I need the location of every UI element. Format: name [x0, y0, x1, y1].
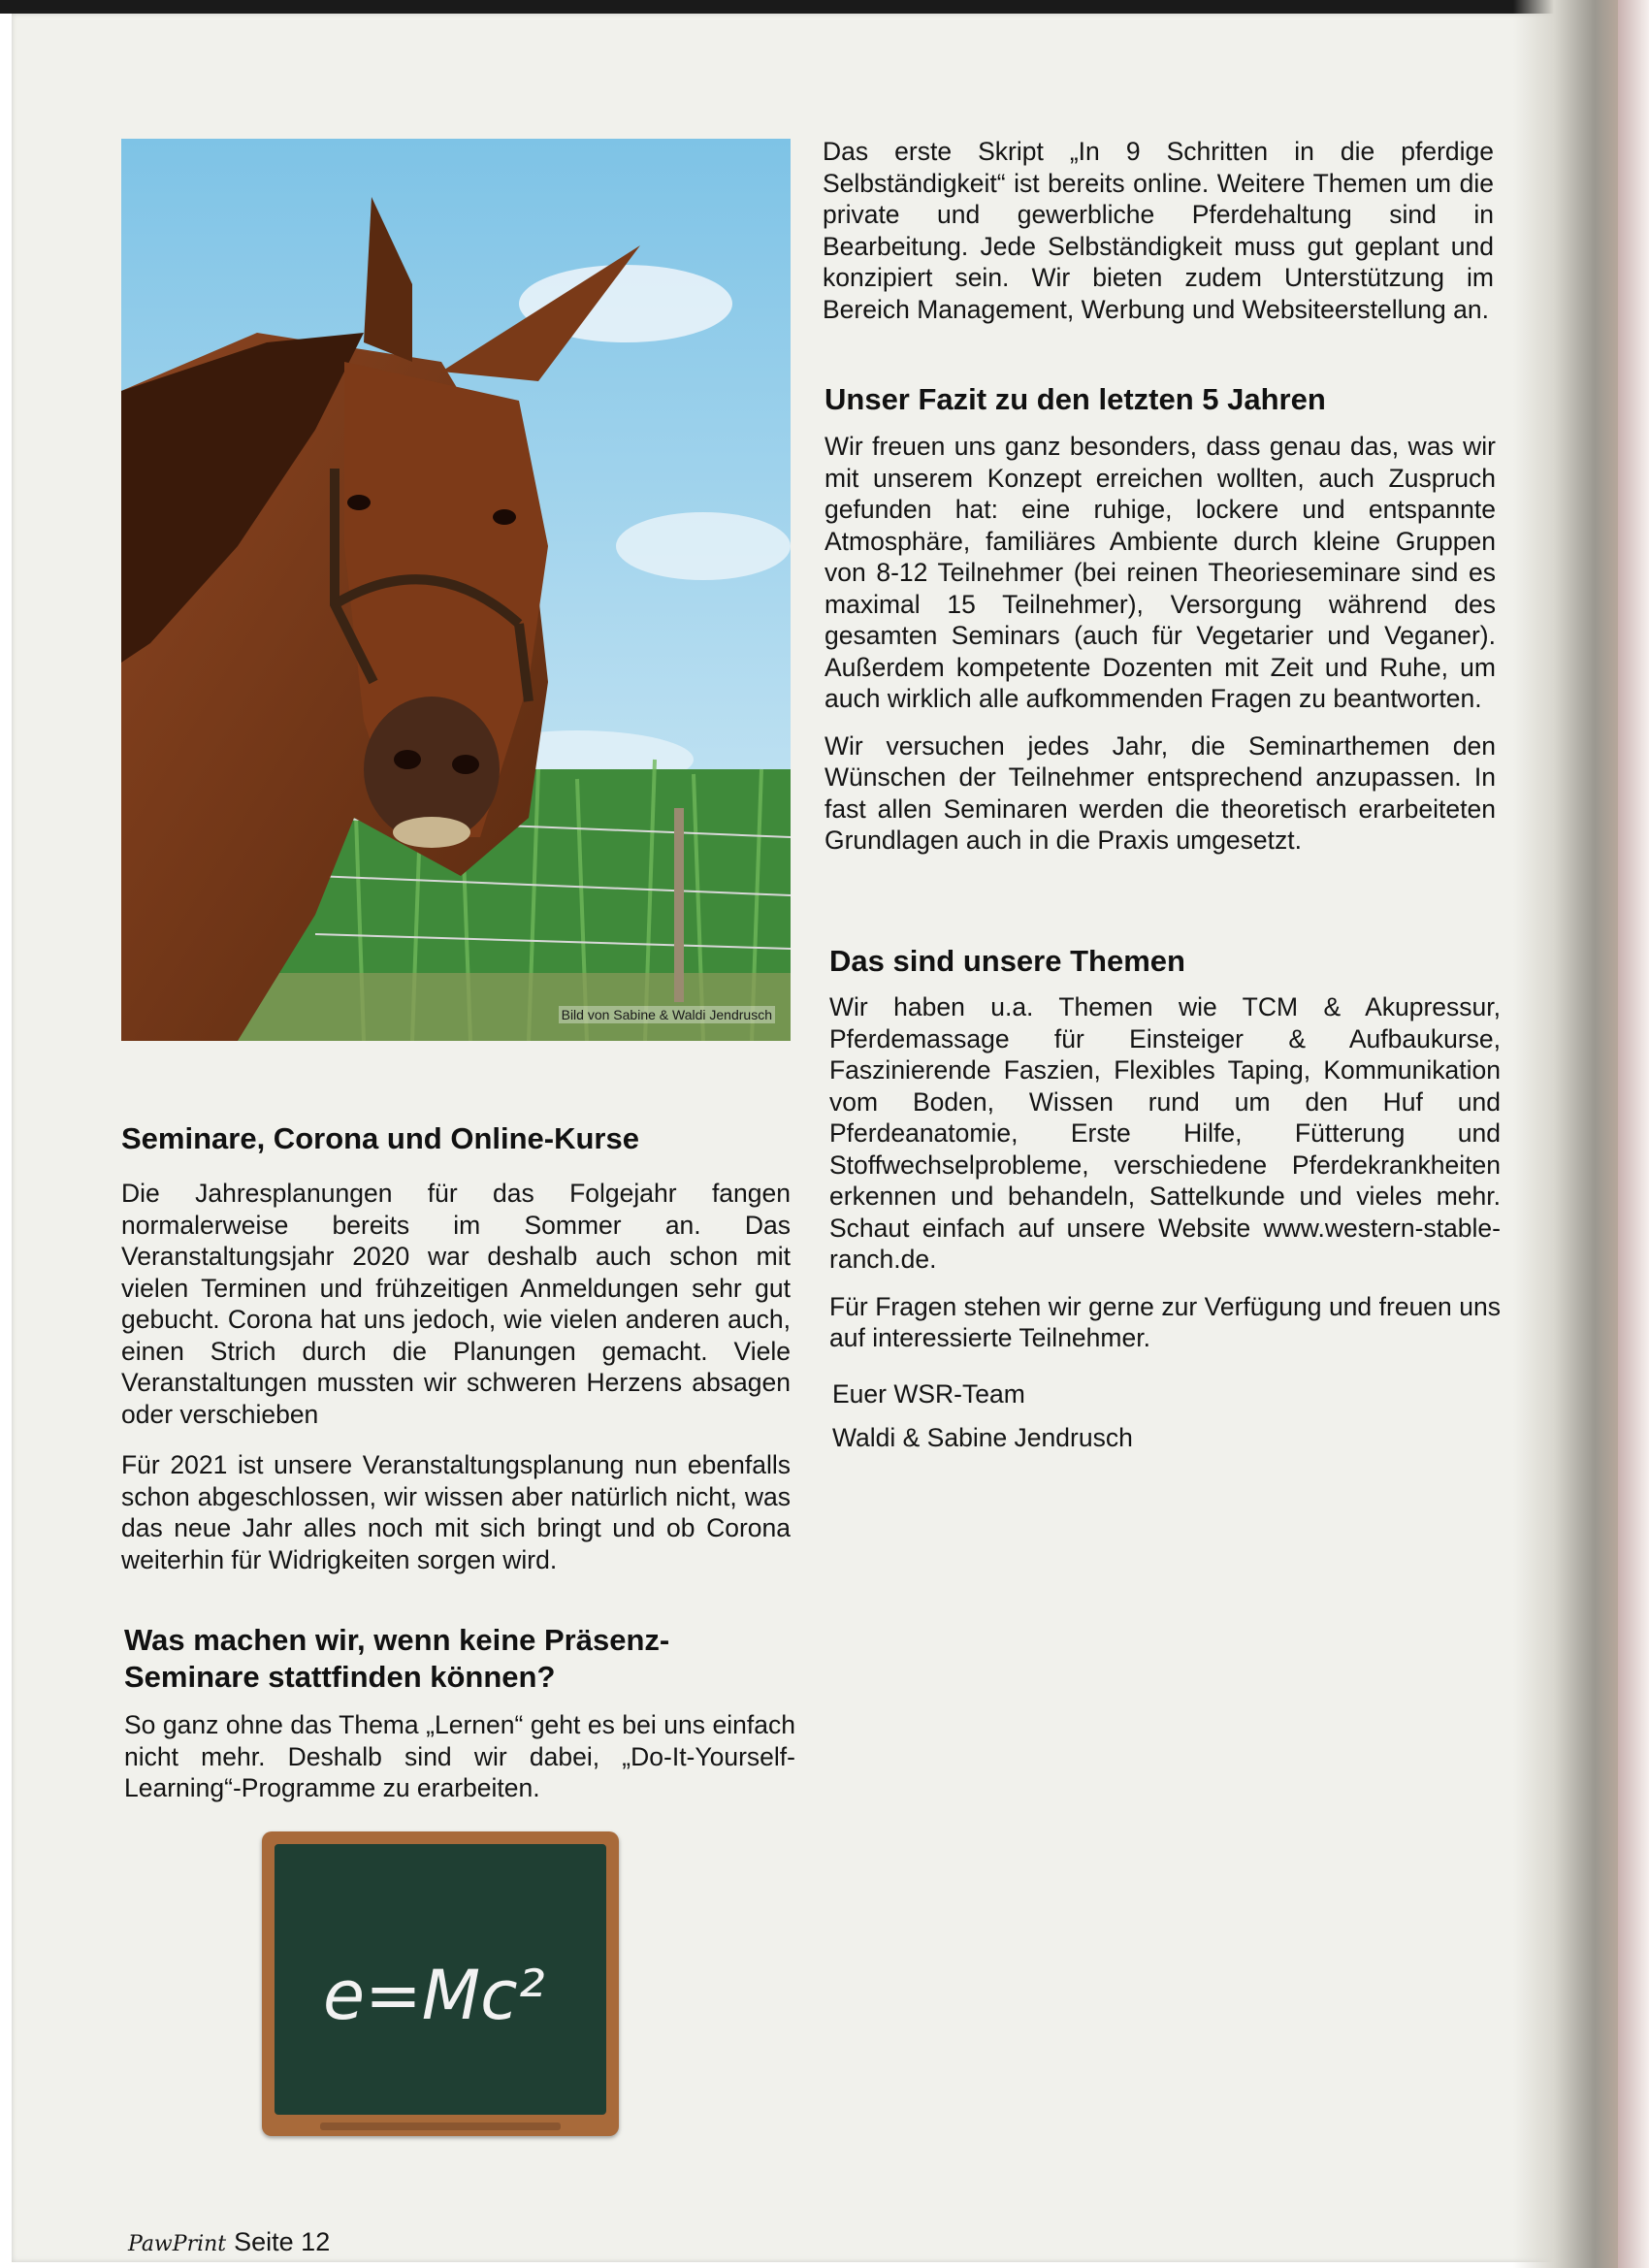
- paragraph-lernen: So ganz ohne das Thema „Lernen“ geht es bei uns einfach nicht mehr. Deshalb sind wir dabei, „Do-It-Yourself-Learning“-Programme zu erarbeiten.: [124, 1710, 795, 1802]
- paragraph-2021: Für 2021 ist unsere Veranstaltungsplanung nun ebenfalls schon abgeschlossen, wir wissen aber natürlich nicht, was das neue Jahr alles noch mit sich bringt und ob Corona weiterhin für Widrigkeiten sorgen wird.: [121, 1450, 791, 1574]
- scan-top-border: [0, 0, 1649, 14]
- magazine-brand: PawPrint: [128, 2232, 227, 2256]
- adjacent-page-edge: [1618, 0, 1649, 2268]
- paragraph-fragen: Für Fragen stehen wir gerne zur Verfügung und freuen uns auf interessierte Teilnehmer.: [829, 1291, 1501, 1352]
- heading-praesenz: Was machen wir, wenn keine Präsenz-Seminare stattfinden können?: [124, 1623, 670, 1694]
- right-column-intro: [823, 136, 1494, 340]
- left-column-block1: [121, 1178, 791, 1445]
- page-number: Seite 12: [234, 2227, 331, 2256]
- horse-photo: [121, 139, 791, 1041]
- svg-text:e=Mc²: e=Mc²: [323, 1956, 545, 2035]
- paragraph-jahresplanungen: Die Jahresplanungen für das Folgejahr fangen normalerweise bereits im Sommer an. Das Veranstaltungsjahr 2020 war deshalb auch schon mit vielen Terminen und frühzeitigen Anmeldungen sehr gut gebucht. Corona hat uns jedoch, wie vielen anderen auch, einen Strich durch die Planungen gemacht. Viele Veranstaltungen mussten wir schweren Herzens absagen oder verschieben: [121, 1179, 791, 1429]
- left-column-block3: [124, 1709, 795, 1820]
- signoff-team: Euer WSR-Team: [832, 1379, 1025, 1409]
- right-column-fazit: [824, 431, 1496, 872]
- paragraph-fazit: Wir freuen uns ganz besonders, dass genau das, was wir mit unserem Konzept erreichen wollten, auch Zuspruch gefunden hat: eine ruhige, lockere und entspannte Atmosphäre, familiäres Ambiente durch kleine Gruppen von 8-12 Teilnehmer (bei reinen Theorieseminare sind es maximal 15 Teilnehmer), Versorgung während des gesamten Seminars (auch für Vegetarier und Veganer). Außerdem kompetente Dozenten mit Zeit und Ruhe, um auch wirklich alle aufkommenden Fragen zu beantworten.: [824, 432, 1496, 713]
- horse-illustration: [121, 139, 791, 1041]
- heading-themen: Das sind unsere Themen: [829, 944, 1185, 978]
- signoff-names: Waldi & Sabine Jendrusch: [832, 1423, 1133, 1452]
- left-column-block2: [121, 1449, 791, 1591]
- paragraph-themen: Wir haben u.a. Themen wie TCM & Akupressur, Pferdemassage für Einsteiger & Aufbaukurse, Faszinierende Faszien, Flexibles Taping, Kommunikation vom Boden, Wissen rund um den Huf und Pferdeanatomie, Erste Hilfe, Fütterung und Stoffwechselprobleme, verschiedene Pferdekrankheiten erkennen und behandeln, Sattelkunde und vieles mehr. Schaut einfach auf unsere Website www.western-stable-ranch.de.: [829, 992, 1501, 1274]
- chalkboard-image: [262, 1831, 619, 2136]
- chalkboard-surface: [275, 1844, 606, 2115]
- heading-seminare: Seminare, Corona und Online-Kurse: [121, 1121, 639, 1155]
- chalk-tray: [320, 2122, 561, 2130]
- paragraph-skript: Das erste Skript „In 9 Schritten in die pferdige Selbständigkeit“ ist bereits online. Weitere Themen um die private und gewerbliche Pferdehaltung sind in Bearbeitung. Jede Selbständigkeit muss gut geplant und konzipiert sein. Wir bieten zudem Unterstützung im Bereich Management, Werbung und Websiteerstellung an.: [823, 137, 1494, 324]
- chalk-formula: [313, 1941, 556, 2048]
- right-column-themen: [829, 991, 1501, 1370]
- page-footer: [128, 2227, 330, 2257]
- photo-caption: Bild von Sabine & Waldi Jendrusch: [559, 1006, 775, 1023]
- paragraph-seminarthemen: Wir versuchen jedes Jahr, die Seminarthemen den Wünschen der Teilnehmer entsprechend anzupassen. In fast allen Seminaren werden die theoretisch erarbeiteten Grundlagen auch in die Praxis umgesetzt.: [824, 730, 1496, 855]
- heading-fazit: Unser Fazit zu den letzten 5 Jahren: [824, 382, 1326, 416]
